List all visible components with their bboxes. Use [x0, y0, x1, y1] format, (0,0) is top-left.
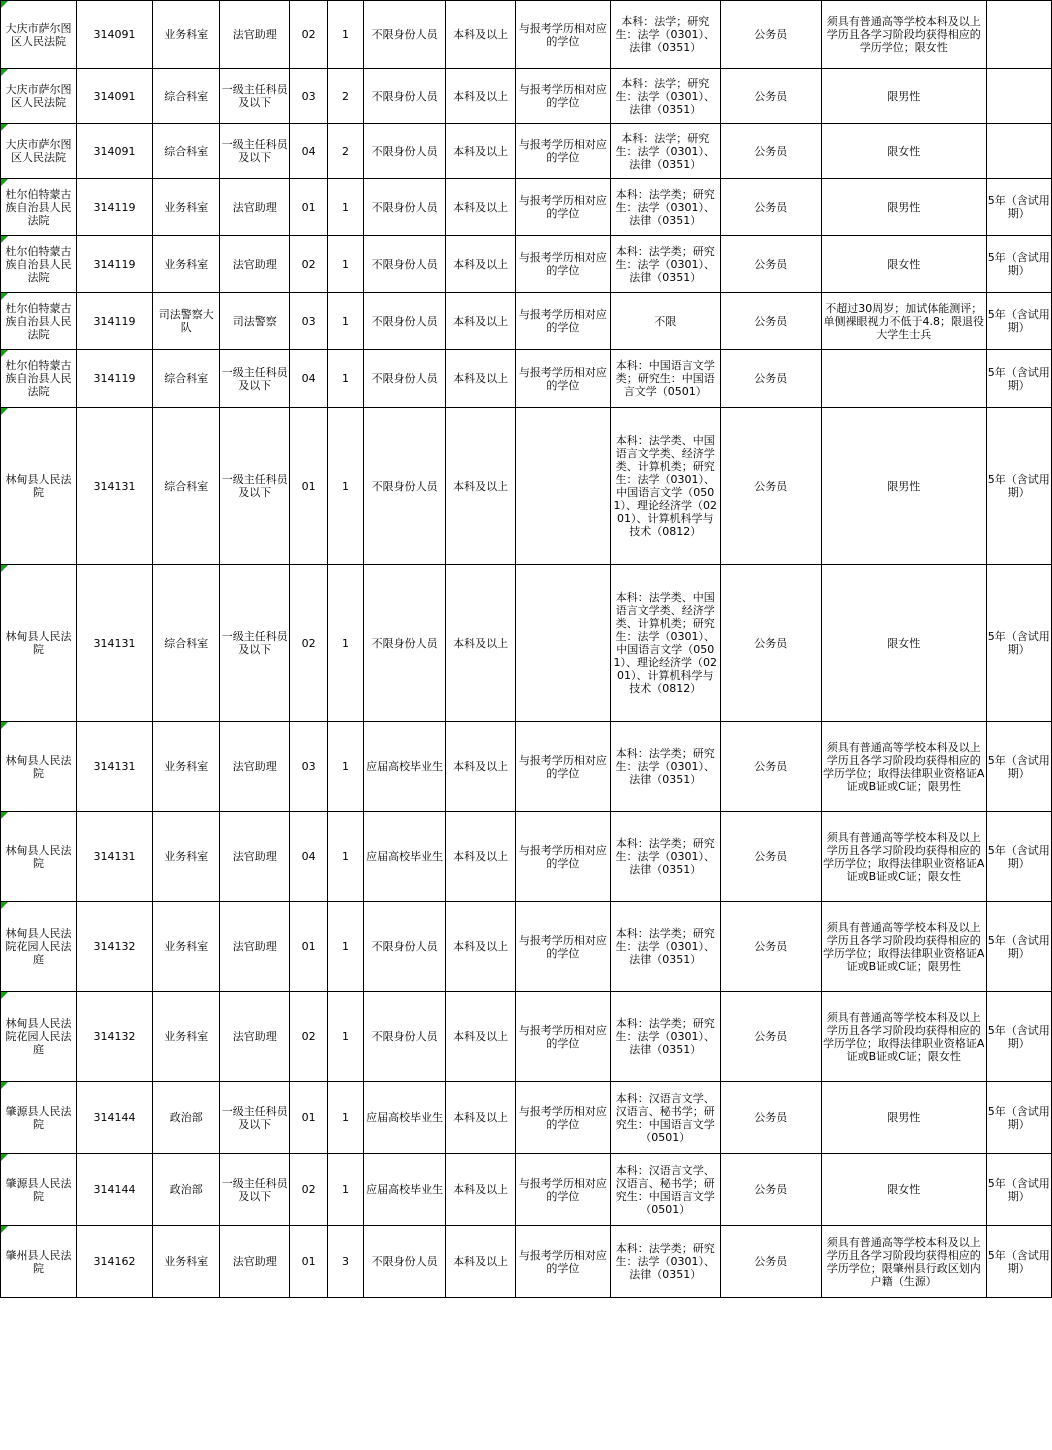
- cell-identity[interactable]: 不限身份人员: [363, 236, 445, 293]
- cell-code[interactable]: 314131: [76, 565, 152, 722]
- table-row[interactable]: [1, 236, 1052, 293]
- cell-position_code[interactable]: 02: [290, 1154, 328, 1226]
- cell-department[interactable]: 业务科室: [152, 812, 220, 902]
- cell-code[interactable]: 314131: [76, 722, 152, 812]
- cell-other_conditions[interactable]: 限女性: [821, 1154, 986, 1226]
- cell-position_code[interactable]: 03: [290, 293, 328, 350]
- cell-education[interactable]: 本科及以上: [446, 1, 516, 69]
- cell-position_code[interactable]: 02: [290, 565, 328, 722]
- table-row[interactable]: [1, 565, 1052, 722]
- cell-position_code[interactable]: 02: [290, 992, 328, 1082]
- cell-department[interactable]: 政治部: [152, 1154, 220, 1226]
- cell-degree[interactable]: 与报考学历相对应的学位: [515, 124, 610, 179]
- cell-identity[interactable]: 不限身份人员: [363, 1, 445, 69]
- table-row[interactable]: [1, 69, 1052, 124]
- cell-education[interactable]: 本科及以上: [446, 350, 516, 408]
- cell-code[interactable]: 314119: [76, 350, 152, 408]
- cell-staff_type[interactable]: 公务员: [720, 350, 821, 408]
- cell-probation[interactable]: 5年（含试用期）: [986, 408, 1051, 565]
- table-row[interactable]: [1, 124, 1052, 179]
- cell-position[interactable]: 法官助理: [220, 1226, 290, 1298]
- cell-unit[interactable]: 肇源县人民法院: [1, 1082, 77, 1154]
- cell-code[interactable]: 314091: [76, 124, 152, 179]
- cell-major[interactable]: 本科：法学类；研究生：法学（0301）、法律（0351）: [610, 902, 720, 992]
- cell-degree[interactable]: 与报考学历相对应的学位: [515, 812, 610, 902]
- cell-unit[interactable]: 杜尔伯特蒙古族自治县人民法院: [1, 350, 77, 408]
- comment-marker-icon: [1, 69, 8, 76]
- cell-code[interactable]: 314132: [76, 992, 152, 1082]
- cell-count[interactable]: 1: [328, 408, 364, 565]
- comment-marker-icon: [1, 992, 8, 999]
- cell-department[interactable]: 综合科室: [152, 69, 220, 124]
- cell-code[interactable]: 314091: [76, 69, 152, 124]
- comment-marker-icon: [1, 124, 8, 131]
- cell-unit[interactable]: 杜尔伯特蒙古族自治县人民法院: [1, 293, 77, 350]
- cell-degree[interactable]: 与报考学历相对应的学位: [515, 1, 610, 69]
- cell-other_conditions[interactable]: 须具有普通高等学校本科及以上学历且各学习阶段均获得相应的学历学位；取得法律职业资格证A证或B证或C证；限女性: [821, 992, 986, 1082]
- table-row[interactable]: [1, 722, 1052, 812]
- cell-count[interactable]: 2: [328, 69, 364, 124]
- cell-education[interactable]: 本科及以上: [446, 902, 516, 992]
- cell-degree[interactable]: 与报考学历相对应的学位: [515, 293, 610, 350]
- cell-education[interactable]: 本科及以上: [446, 69, 516, 124]
- cell-probation[interactable]: 5年（含试用期）: [986, 1226, 1051, 1298]
- cell-position[interactable]: 一级主任科员及以下: [220, 1154, 290, 1226]
- cell-position[interactable]: 一级主任科员及以下: [220, 69, 290, 124]
- cell-department[interactable]: 业务科室: [152, 179, 220, 236]
- cell-position[interactable]: 法官助理: [220, 1, 290, 69]
- cell-unit[interactable]: 大庆市萨尔图区人民法院: [1, 69, 77, 124]
- cell-position[interactable]: 司法警察: [220, 293, 290, 350]
- cell-code[interactable]: 314131: [76, 812, 152, 902]
- cell-degree[interactable]: 与报考学历相对应的学位: [515, 1154, 610, 1226]
- table-row[interactable]: [1, 350, 1052, 408]
- cell-position[interactable]: 法官助理: [220, 902, 290, 992]
- cell-degree[interactable]: 与报考学历相对应的学位: [515, 236, 610, 293]
- cell-count[interactable]: 1: [328, 992, 364, 1082]
- cell-count[interactable]: 1: [328, 1, 364, 69]
- cell-unit[interactable]: 杜尔伯特蒙古族自治县人民法院: [1, 236, 77, 293]
- cell-unit[interactable]: 大庆市萨尔图区人民法院: [1, 1, 77, 69]
- cell-position_code[interactable]: 01: [290, 1226, 328, 1298]
- comment-marker-icon: [1, 1, 8, 8]
- cell-count[interactable]: 1: [328, 722, 364, 812]
- cell-staff_type[interactable]: 公务员: [720, 1226, 821, 1298]
- cell-staff_type[interactable]: 公务员: [720, 992, 821, 1082]
- cell-staff_type[interactable]: 公务员: [720, 1082, 821, 1154]
- cell-major[interactable]: 不限: [610, 293, 720, 350]
- cell-staff_type[interactable]: 公务员: [720, 179, 821, 236]
- cell-major[interactable]: 本科：法学类；研究生：法学（0301）、法律（0351）: [610, 722, 720, 812]
- cell-major[interactable]: 本科：法学；研究生：法学（0301）、法律（0351）: [610, 1, 720, 69]
- cell-count[interactable]: 1: [328, 1154, 364, 1226]
- cell-education[interactable]: 本科及以上: [446, 293, 516, 350]
- cell-position[interactable]: 一级主任科员及以下: [220, 1082, 290, 1154]
- cell-identity[interactable]: 不限身份人员: [363, 124, 445, 179]
- cell-education[interactable]: 本科及以上: [446, 1226, 516, 1298]
- comment-marker-icon: [1, 565, 8, 572]
- cell-position_code[interactable]: 01: [290, 408, 328, 565]
- cell-probation[interactable]: 5年（含试用期）: [986, 350, 1051, 408]
- comment-marker-icon: [1, 1154, 8, 1161]
- cell-count[interactable]: 1: [328, 179, 364, 236]
- cell-count[interactable]: 1: [328, 1082, 364, 1154]
- cell-major[interactable]: 本科：法学类；研究生：法学（0301）、法律（0351）: [610, 812, 720, 902]
- cell-count[interactable]: 1: [328, 902, 364, 992]
- cell-education[interactable]: 本科及以上: [446, 565, 516, 722]
- cell-staff_type[interactable]: 公务员: [720, 565, 821, 722]
- cell-unit[interactable]: 林甸县人民法院: [1, 722, 77, 812]
- cell-identity[interactable]: 不限身份人员: [363, 408, 445, 565]
- cell-probation[interactable]: 5年（含试用期）: [986, 565, 1051, 722]
- cell-probation[interactable]: [986, 69, 1051, 124]
- cell-code[interactable]: 314162: [76, 1226, 152, 1298]
- cell-identity[interactable]: 不限身份人员: [363, 293, 445, 350]
- cell-probation[interactable]: 5年（含试用期）: [986, 236, 1051, 293]
- cell-department[interactable]: 综合科室: [152, 408, 220, 565]
- cell-position[interactable]: 法官助理: [220, 812, 290, 902]
- comment-marker-icon: [1, 179, 8, 186]
- cell-position_code[interactable]: 01: [290, 179, 328, 236]
- cell-position_code[interactable]: 03: [290, 69, 328, 124]
- cell-code[interactable]: 314119: [76, 236, 152, 293]
- cell-degree[interactable]: 与报考学历相对应的学位: [515, 179, 610, 236]
- cell-code[interactable]: 314119: [76, 293, 152, 350]
- cell-other_conditions[interactable]: [821, 350, 986, 408]
- cell-staff_type[interactable]: 公务员: [720, 293, 821, 350]
- cell-education[interactable]: 本科及以上: [446, 124, 516, 179]
- table-row[interactable]: [1, 992, 1052, 1082]
- cell-degree[interactable]: 与报考学历相对应的学位: [515, 722, 610, 812]
- cell-unit[interactable]: 林甸县人民法院花园人民法庭: [1, 992, 77, 1082]
- cell-degree[interactable]: [515, 408, 610, 565]
- cell-staff_type[interactable]: 公务员: [720, 408, 821, 565]
- cell-probation[interactable]: 5年（含试用期）: [986, 179, 1051, 236]
- cell-other_conditions[interactable]: 限女性: [821, 124, 986, 179]
- cell-department[interactable]: 综合科室: [152, 350, 220, 408]
- cell-education[interactable]: 本科及以上: [446, 1082, 516, 1154]
- cell-department[interactable]: 司法警察大队: [152, 293, 220, 350]
- cell-major[interactable]: 本科：法学类；研究生：法学（0301）、法律（0351）: [610, 179, 720, 236]
- comment-marker-icon: [1, 902, 8, 909]
- cell-position[interactable]: 一级主任科员及以下: [220, 408, 290, 565]
- cell-degree[interactable]: 与报考学历相对应的学位: [515, 1226, 610, 1298]
- cell-count[interactable]: 3: [328, 1226, 364, 1298]
- cell-department[interactable]: 政治部: [152, 1082, 220, 1154]
- cell-code[interactable]: 314144: [76, 1082, 152, 1154]
- cell-department[interactable]: 业务科室: [152, 722, 220, 812]
- comment-marker-icon: [1, 812, 8, 819]
- cell-code[interactable]: 314132: [76, 902, 152, 992]
- cell-count[interactable]: 1: [328, 350, 364, 408]
- cell-staff_type[interactable]: 公务员: [720, 1154, 821, 1226]
- cell-identity[interactable]: 不限身份人员: [363, 565, 445, 722]
- table-row[interactable]: [1, 408, 1052, 565]
- table-row[interactable]: [1, 1082, 1052, 1154]
- cell-staff_type[interactable]: 公务员: [720, 722, 821, 812]
- cell-unit[interactable]: 林甸县人民法院: [1, 812, 77, 902]
- cell-position[interactable]: 法官助理: [220, 236, 290, 293]
- cell-unit[interactable]: 林甸县人民法院花园人民法庭: [1, 902, 77, 992]
- cell-position_code[interactable]: 01: [290, 1082, 328, 1154]
- cell-unit[interactable]: 杜尔伯特蒙古族自治县人民法院: [1, 179, 77, 236]
- cell-other_conditions[interactable]: 须具有普通高等学校本科及以上学历且各学习阶段均获得相应的学历学位；限肇州县行政区划内户籍（生源）: [821, 1226, 986, 1298]
- cell-education[interactable]: 本科及以上: [446, 236, 516, 293]
- comment-marker-icon: [1, 1226, 8, 1233]
- table-row[interactable]: [1, 902, 1052, 992]
- cell-other_conditions[interactable]: 限男性: [821, 1082, 986, 1154]
- table-row[interactable]: [1, 293, 1052, 350]
- table-row[interactable]: [1, 1154, 1052, 1226]
- cell-position_code[interactable]: 02: [290, 236, 328, 293]
- cell-department[interactable]: 业务科室: [152, 902, 220, 992]
- cell-count[interactable]: 1: [328, 236, 364, 293]
- cell-other_conditions[interactable]: 限女性: [821, 565, 986, 722]
- cell-position_code[interactable]: 01: [290, 902, 328, 992]
- cell-major[interactable]: 本科：法学类、中国语言文学类、经济学类、计算机类；研究生：法学（0301）、中国语言文学（0501）、理论经济学（0201）、计算机科学与技术（0812）: [610, 408, 720, 565]
- cell-unit[interactable]: 林甸县人民法院: [1, 565, 77, 722]
- cell-other_conditions[interactable]: 须具有普通高等学校本科及以上学历且各学习阶段均获得相应的学历学位；取得法律职业资格证A证或B证或C证；限男性: [821, 902, 986, 992]
- cell-code[interactable]: 314091: [76, 1, 152, 69]
- cell-education[interactable]: 本科及以上: [446, 812, 516, 902]
- cell-probation[interactable]: 5年（含试用期）: [986, 1154, 1051, 1226]
- cell-position[interactable]: 法官助理: [220, 722, 290, 812]
- cell-identity[interactable]: 不限身份人员: [363, 179, 445, 236]
- cell-unit[interactable]: 大庆市萨尔图区人民法院: [1, 124, 77, 179]
- cell-department[interactable]: 业务科室: [152, 236, 220, 293]
- cell-major[interactable]: 本科：法学类；研究生：法学（0301）、法律（0351）: [610, 1226, 720, 1298]
- cell-probation[interactable]: 5年（含试用期）: [986, 902, 1051, 992]
- cell-identity[interactable]: 不限身份人员: [363, 350, 445, 408]
- cell-department[interactable]: 业务科室: [152, 992, 220, 1082]
- cell-identity[interactable]: 应届高校毕业生: [363, 1154, 445, 1226]
- cell-probation[interactable]: [986, 124, 1051, 179]
- cell-degree[interactable]: 与报考学历相对应的学位: [515, 902, 610, 992]
- cell-staff_type[interactable]: 公务员: [720, 124, 821, 179]
- cell-position_code[interactable]: 04: [290, 812, 328, 902]
- cell-identity[interactable]: 不限身份人员: [363, 902, 445, 992]
- cell-major[interactable]: 本科：法学类；研究生：法学（0301）、法律（0351）: [610, 992, 720, 1082]
- comment-marker-icon: [1, 408, 8, 415]
- comment-marker-icon: [1, 722, 8, 729]
- cell-probation[interactable]: 5年（含试用期）: [986, 722, 1051, 812]
- cell-count[interactable]: 1: [328, 812, 364, 902]
- cell-unit[interactable]: 肇州县人民法院: [1, 1226, 77, 1298]
- cell-identity[interactable]: 不限身份人员: [363, 992, 445, 1082]
- cell-code[interactable]: 314131: [76, 408, 152, 565]
- cell-count[interactable]: 1: [328, 293, 364, 350]
- cell-staff_type[interactable]: 公务员: [720, 236, 821, 293]
- table-row[interactable]: [1, 179, 1052, 236]
- cell-staff_type[interactable]: 公务员: [720, 902, 821, 992]
- cell-staff_type[interactable]: 公务员: [720, 1, 821, 69]
- comment-marker-icon: [1, 1082, 8, 1089]
- cell-department[interactable]: 综合科室: [152, 565, 220, 722]
- cell-other_conditions[interactable]: 不超过30周岁；加试体能测评；单侧裸眼视力不低于4.8；限退役大学生士兵: [821, 293, 986, 350]
- cell-probation[interactable]: 5年（含试用期）: [986, 293, 1051, 350]
- cell-education[interactable]: 本科及以上: [446, 179, 516, 236]
- cell-code[interactable]: 314144: [76, 1154, 152, 1226]
- cell-major[interactable]: 本科：法学；研究生：法学（0301）、法律（0351）: [610, 69, 720, 124]
- cell-staff_type[interactable]: 公务员: [720, 69, 821, 124]
- table-row[interactable]: [1, 1, 1052, 69]
- cell-education[interactable]: 本科及以上: [446, 992, 516, 1082]
- cell-major[interactable]: 本科：法学；研究生：法学（0301）、法律（0351）: [610, 124, 720, 179]
- cell-degree[interactable]: 与报考学历相对应的学位: [515, 350, 610, 408]
- cell-position_code[interactable]: 02: [290, 1, 328, 69]
- cell-major[interactable]: 本科：法学类、中国语言文学类、经济学类、计算机类；研究生：法学（0301）、中国语言文学（0501）、理论经济学（0201）、计算机科学与技术（0812）: [610, 565, 720, 722]
- cell-education[interactable]: 本科及以上: [446, 408, 516, 565]
- table-row[interactable]: [1, 812, 1052, 902]
- cell-major[interactable]: 本科：汉语言文学、汉语言、秘书学；研究生：中国语言文学（0501）: [610, 1082, 720, 1154]
- cell-identity[interactable]: 应届高校毕业生: [363, 1082, 445, 1154]
- cell-degree[interactable]: [515, 565, 610, 722]
- cell-position[interactable]: 法官助理: [220, 992, 290, 1082]
- cell-position[interactable]: 一级主任科员及以下: [220, 350, 290, 408]
- cell-major[interactable]: 本科：汉语言文学、汉语言、秘书学；研究生：中国语言文学（0501）: [610, 1154, 720, 1226]
- cell-other_conditions[interactable]: 限女性: [821, 236, 986, 293]
- table-row[interactable]: [1, 1226, 1052, 1298]
- cell-department[interactable]: 业务科室: [152, 1226, 220, 1298]
- cell-other_conditions[interactable]: 限男性: [821, 69, 986, 124]
- comment-marker-icon: [1, 293, 8, 300]
- cell-major[interactable]: 本科：中国语言文学类；研究生：中国语言文学（0501）: [610, 350, 720, 408]
- cell-identity[interactable]: 不限身份人员: [363, 69, 445, 124]
- cell-staff_type[interactable]: 公务员: [720, 812, 821, 902]
- cell-count[interactable]: 2: [328, 124, 364, 179]
- cell-identity[interactable]: 不限身份人员: [363, 1226, 445, 1298]
- cell-degree[interactable]: 与报考学历相对应的学位: [515, 992, 610, 1082]
- cell-unit[interactable]: 肇源县人民法院: [1, 1154, 77, 1226]
- cell-degree[interactable]: 与报考学历相对应的学位: [515, 69, 610, 124]
- cell-position[interactable]: 法官助理: [220, 179, 290, 236]
- cell-position_code[interactable]: 04: [290, 350, 328, 408]
- cell-position[interactable]: 一级主任科员及以下: [220, 565, 290, 722]
- cell-other_conditions[interactable]: 须具有普通高等学校本科及以上学历且各学习阶段均获得相应的学历学位；限女性: [821, 1, 986, 69]
- table-body: [1, 1, 1052, 1298]
- cell-other_conditions[interactable]: 须具有普通高等学校本科及以上学历且各学习阶段均获得相应的学历学位；取得法律职业资格证A证或B证或C证；限男性: [821, 722, 986, 812]
- cell-department[interactable]: 综合科室: [152, 124, 220, 179]
- cell-position_code[interactable]: 03: [290, 722, 328, 812]
- cell-other_conditions[interactable]: 限男性: [821, 179, 986, 236]
- cell-other_conditions[interactable]: 须具有普通高等学校本科及以上学历且各学习阶段均获得相应的学历学位；取得法律职业资格证A证或B证或C证；限女性: [821, 812, 986, 902]
- cell-identity[interactable]: 应届高校毕业生: [363, 812, 445, 902]
- cell-probation[interactable]: 5年（含试用期）: [986, 812, 1051, 902]
- cell-department[interactable]: 业务科室: [152, 1, 220, 69]
- cell-major[interactable]: 本科：法学类；研究生：法学（0301）、法律（0351）: [610, 236, 720, 293]
- cell-code[interactable]: 314119: [76, 179, 152, 236]
- cell-education[interactable]: 本科及以上: [446, 1154, 516, 1226]
- cell-education[interactable]: 本科及以上: [446, 722, 516, 812]
- cell-degree[interactable]: 与报考学历相对应的学位: [515, 1082, 610, 1154]
- comment-marker-icon: [1, 350, 8, 357]
- cell-position_code[interactable]: 04: [290, 124, 328, 179]
- cell-count[interactable]: 1: [328, 565, 364, 722]
- cell-other_conditions[interactable]: 限男性: [821, 408, 986, 565]
- comment-marker-icon: [1, 236, 8, 243]
- cell-probation[interactable]: 5年（含试用期）: [986, 1082, 1051, 1154]
- cell-probation[interactable]: [986, 1, 1051, 69]
- cell-identity[interactable]: 应届高校毕业生: [363, 722, 445, 812]
- cell-unit[interactable]: 林甸县人民法院: [1, 408, 77, 565]
- cell-probation[interactable]: 5年（含试用期）: [986, 992, 1051, 1082]
- cell-position[interactable]: 一级主任科员及以下: [220, 124, 290, 179]
